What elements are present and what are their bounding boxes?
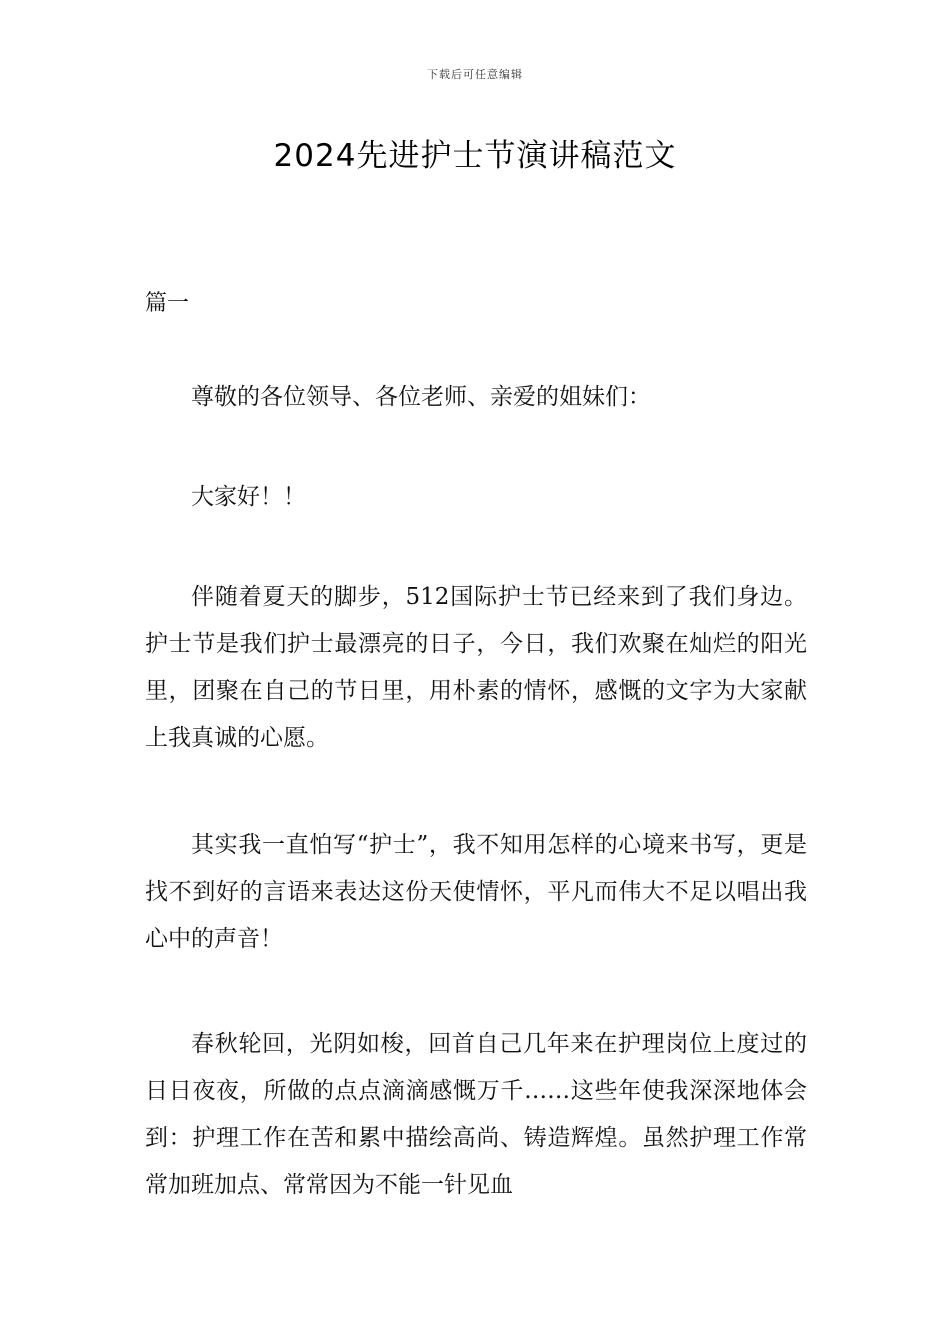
paragraph-body: 春秋轮回，光阴如梭，回首自己几年来在护理岗位上度过的日日夜夜，所做的点点滴滴感慨万千……这些年使我深深地体会到：护理工作在苦和累中描绘高尚、铸造辉煌。虽然护理工作常常加班加点、常常因为不能一针见血 [145, 1031, 807, 1198]
header-note: 下载后可任意编辑 [427, 68, 523, 81]
section-label: 篇一 [145, 291, 190, 316]
document-title: 2024先进护士节演讲稿范文 [273, 138, 677, 174]
paragraph-body: 其实我一直怕写“护士”，我不知用怎样的心境来书写，更是找不到好的言语来表达这份天使情怀，平凡而伟大不足以唱出我心中的声音！ [145, 832, 807, 952]
paragraph-body: 伴随着夏天的脚步，512国际护士节已经来到了我们身边。护士节是我们护士最漂亮的日子，今日，我们欢聚在灿烂的阳光里，团聚在自己的节日里，用朴素的情怀，感慨的文字为大家献上我真诚的心愿。 [145, 584, 807, 751]
paragraph-salutation: 尊敬的各位领导、各位老师、亲爱的姐妹们： [191, 384, 651, 410]
paragraph-greeting: 大家好！！ [191, 484, 306, 510]
